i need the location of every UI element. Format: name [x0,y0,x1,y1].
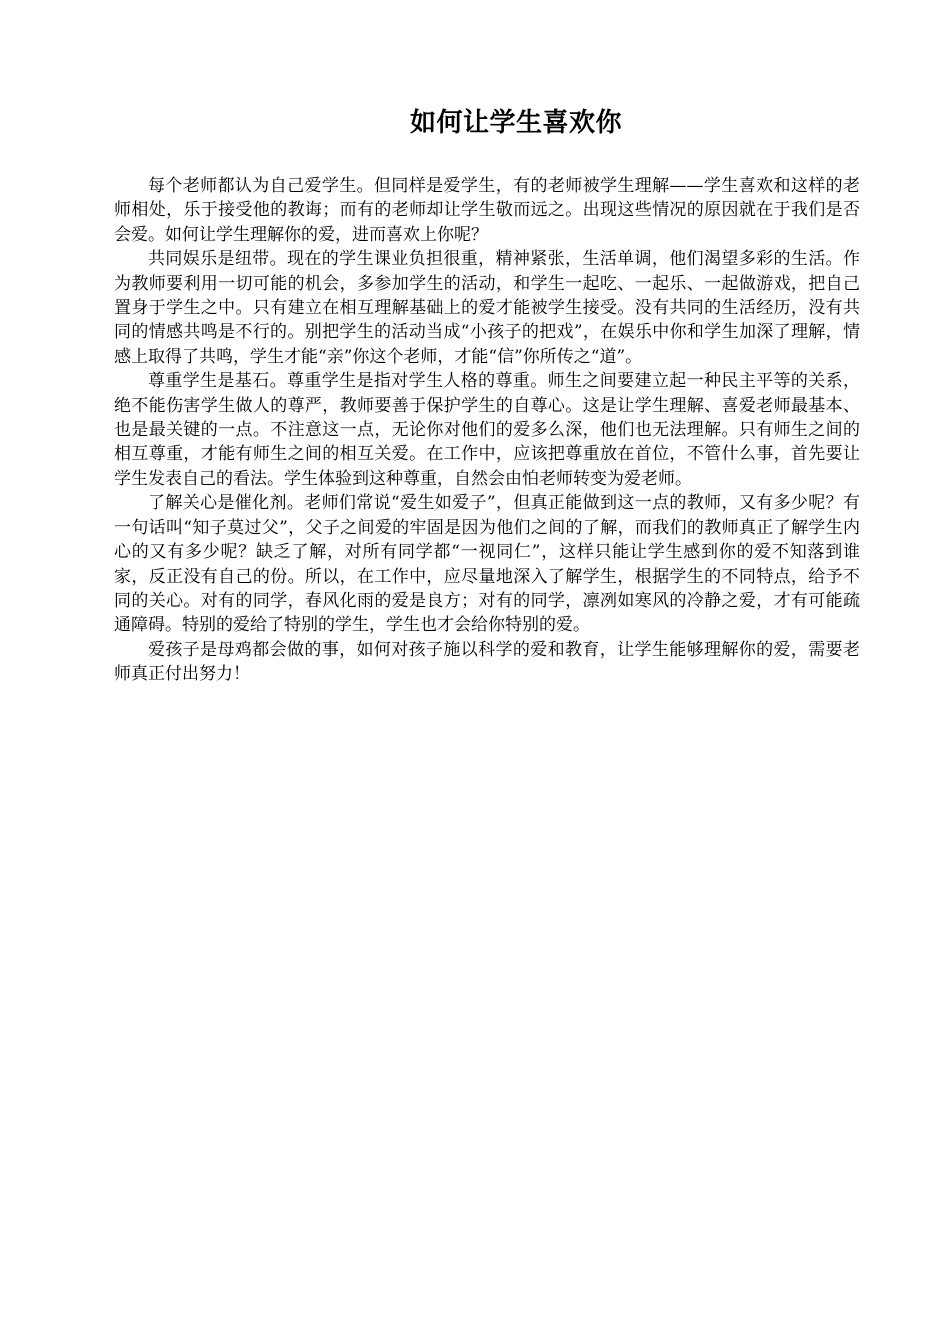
paragraph-conclusion: 爱孩子是母鸡都会做的事，如何对孩子施以科学的爱和教育，让学生能够理解你的爱，需要老师真正付出努力！ [114,639,860,685]
document-body [114,174,860,687]
document-title: 如何让学生喜欢你 [409,108,622,138]
paragraph-respect-students: 尊重学生是基石。尊重学生是指对学生人格的尊重。师生之间要建立起一种民主平等的关系，绝不能伤害学生做人的尊严，教师要善于保护学生的自尊心。这是让学生理解、喜爱老师最基本、也是最关键的一点。不注意这一点，无论你对他们的爱多么深，他们也无法理解。只有师生之间的相互尊重，才能有师生之间的相互关爱。在工作中，应该把尊重放在首位，不管什么事，首先要让学生发表自己的看法。学生体验到这种尊重，自然会由怕老师转变为爱老师。 [114,371,860,489]
paragraph-shared-entertainment: 共同娱乐是纽带。现在的学生课业负担很重，精神紧张，生活单调，他们渴望多彩的生活。作为教师要利用一切可能的机会，多参加学生的活动，和学生一起吃、一起乐、一起做游戏，把自己置身于学生之中。只有建立在相互理解基础上的爱才能被学生接受。没有共同的生活经历，没有共同的情感共鸣是不行的。别把学生的活动当成“小孩子的把戏”，在娱乐中你和学生加深了理解，情感上取得了共鸣，学生才能“亲”你这个老师，才能“信”你所传之“道”。 [114,249,860,367]
paragraph-understanding-care: 了解关心是催化剂。老师们常说“爱生如爱子”，但真正能做到这一点的教师，又有多少呢？有一句话叫“知子莫过父”，父子之间爱的牢固是因为他们之间的了解，而我们的教师真正了解学生内心的又有多少呢？缺乏了解，对所有同学都“一视同仁”，这样只能让学生感到你的爱不知落到谁家，反正没有自己的份。所以，在工作中，应尽量地深入了解学生，根据学生的不同特点，给予不同的关心。对有的同学，春风化雨的爱是良方；对有的同学，凛冽如寒风的冷静之爱，才有可能疏通障碍。特别的爱给了特别的学生，学生也才会给你特别的爱。 [114,493,860,636]
paragraph-intro: 每个老师都认为自己爱学生。但同样是爱学生，有的老师被学生理解——学生喜欢和这样的老师相处，乐于接受他的教诲；而有的老师却让学生敬而远之。出现这些情况的原因就在于我们是否会爱。如何让学生理解你的爱，进而喜欢上你呢？ [114,176,860,245]
